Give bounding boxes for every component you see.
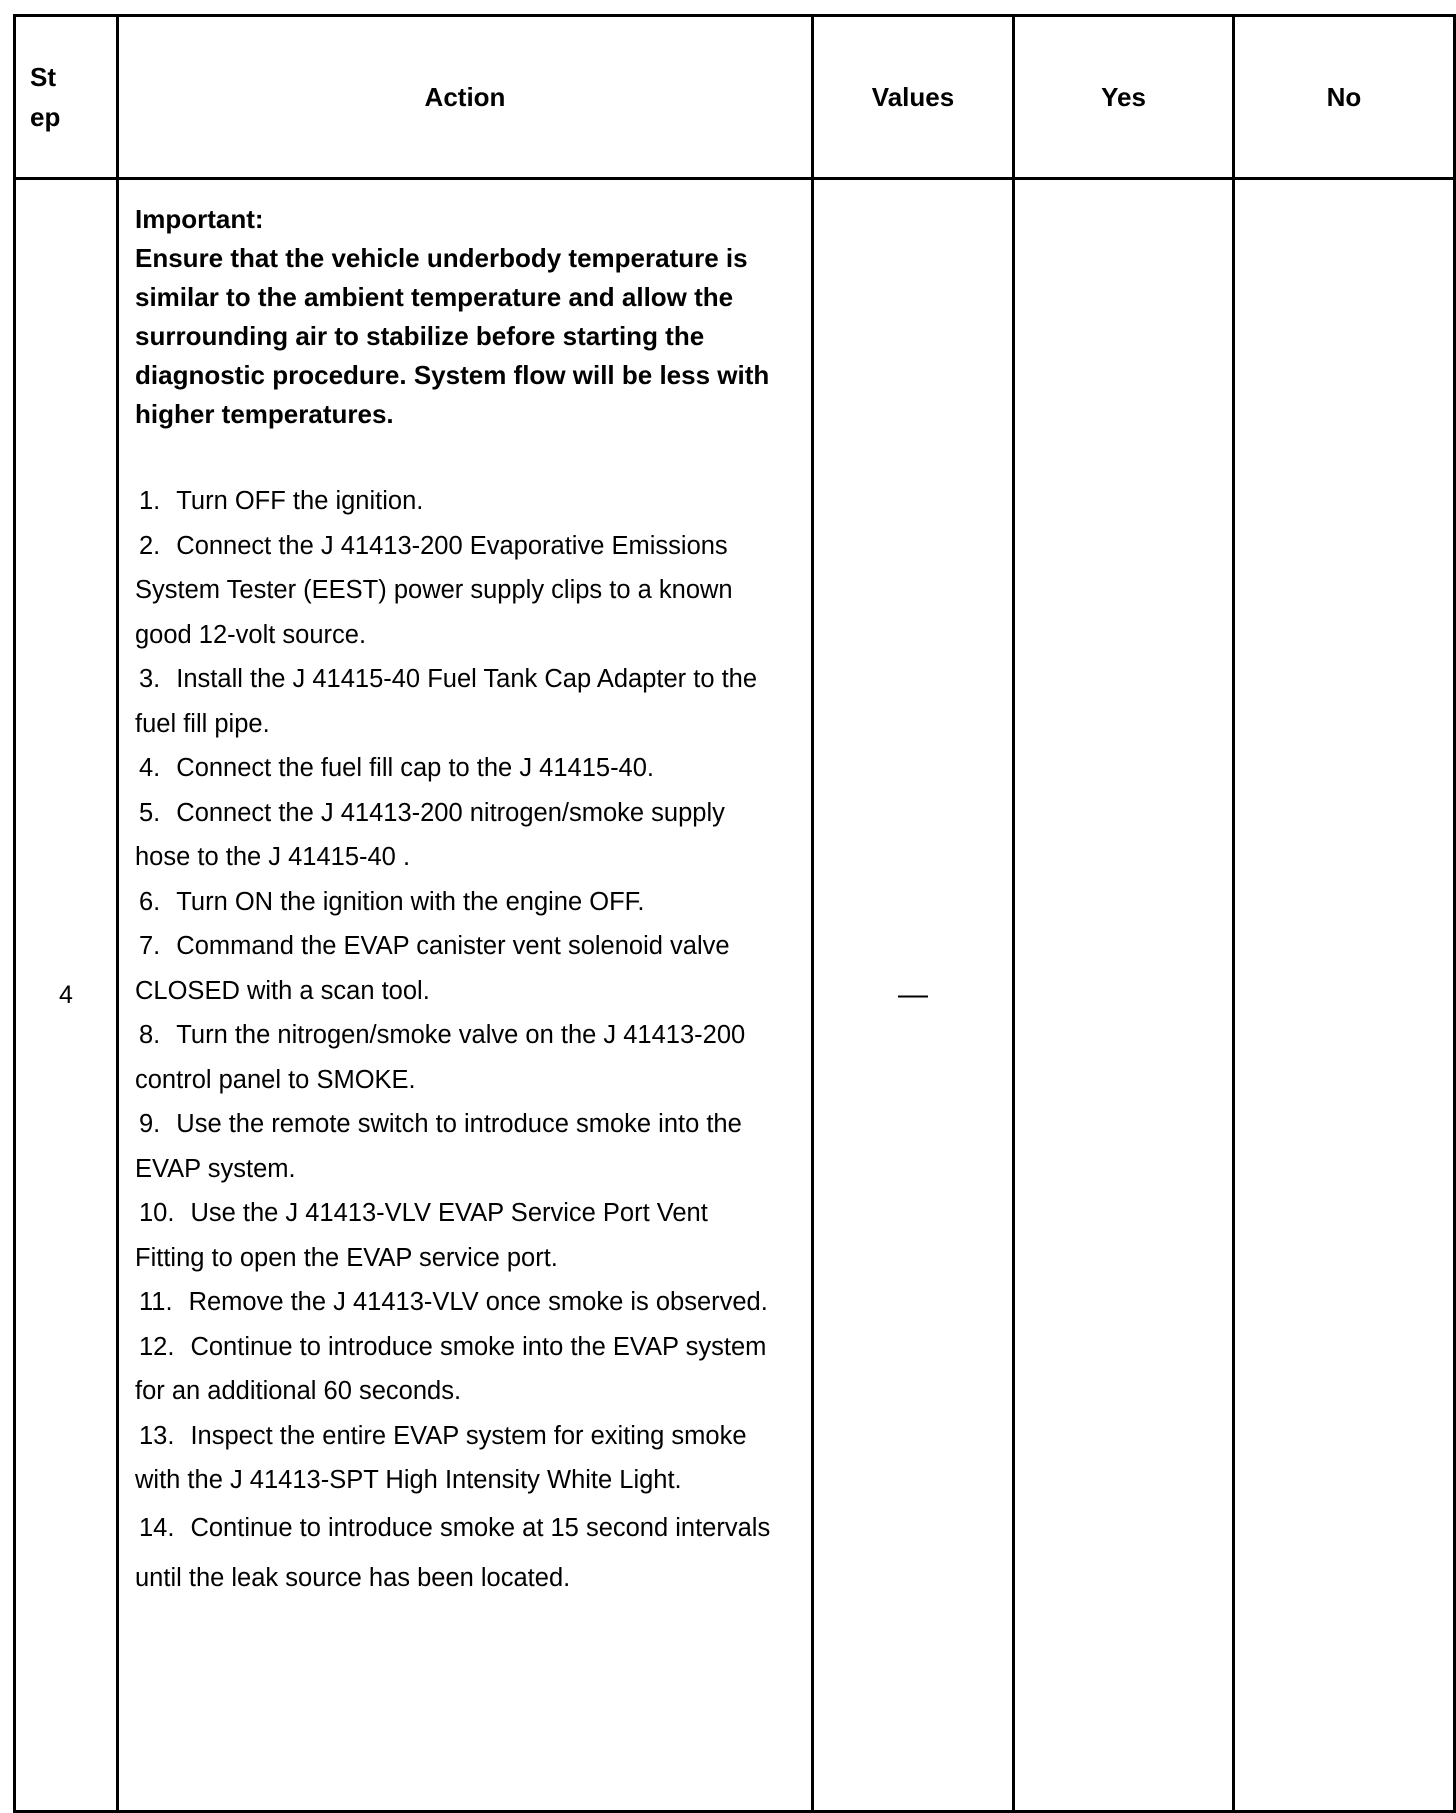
action-cell <box>118 179 813 1812</box>
procedure-table <box>13 14 1456 1813</box>
values-column-header: Values <box>813 16 1014 179</box>
action-step-number: 2. <box>139 531 161 560</box>
action-step-text: Turn ON the ignition with the engine OFF. <box>176 887 645 916</box>
action-step <box>135 791 771 880</box>
step-header-line2: ep <box>30 102 61 132</box>
action-steps-list <box>135 479 771 1603</box>
no-column-header: No <box>1234 16 1455 179</box>
values-cell: — <box>813 179 1014 1812</box>
important-note: Ensure that the vehicle underbody temperature is similar to the ambient temperature and allow the surrounding air to stabilize before starting the diagnostic procedure. System flow will be less with higher temperatures. <box>135 243 770 429</box>
action-step-text: Use the remote switch to introduce smoke into the EVAP system. <box>135 1110 742 1183</box>
action-step-number: 13. <box>139 1421 175 1450</box>
action-step-text: Command the EVAP canister vent solenoid valve CLOSED with a scan tool. <box>135 932 730 1005</box>
step-header-line1: St <box>30 62 56 92</box>
action-step-text: Use the J 41413-VLV EVAP Service Port Vent Fitting to open the EVAP service port. <box>135 1199 708 1272</box>
action-step-text: Connect the J 41413-200 Evaporative Emissions System Tester (EEST) power supply clips to a known good 12-volt source. <box>135 531 733 649</box>
action-step-number: 4. <box>139 754 161 782</box>
action-step <box>135 1013 771 1102</box>
action-step <box>135 1325 771 1414</box>
action-step-text: Remove the J 41413-VLV once smoke is observed. <box>188 1288 768 1316</box>
action-step-number: 1. <box>139 487 161 515</box>
no-cell <box>1234 179 1455 1812</box>
action-step-number: 6. <box>139 887 161 916</box>
action-step <box>135 524 771 658</box>
action-step-text: Turn OFF the ignition. <box>176 487 424 515</box>
action-step <box>135 924 771 1013</box>
action-step-text: Connect the J 41413-200 nitrogen/smoke supply hose to the J 41415-40 . <box>135 798 725 871</box>
action-step-number: 5. <box>139 798 161 827</box>
action-step <box>135 479 771 524</box>
action-step <box>135 657 771 746</box>
action-step-text: Inspect the entire EVAP system for exiting smoke with the J 41413-SPT High Intensity White Light. <box>135 1421 747 1494</box>
action-step-number: 10. <box>139 1199 175 1227</box>
action-step-number: 3. <box>139 665 161 693</box>
action-step <box>135 1280 771 1325</box>
action-step-number: 9. <box>139 1110 161 1138</box>
action-step-number: 14. <box>139 1513 175 1542</box>
table-row <box>15 179 1455 1812</box>
action-step <box>135 1191 771 1280</box>
action-step-text: Continue to introduce smoke at 15 second intervals until the leak source has been located. <box>135 1513 771 1592</box>
step-column-header <box>15 16 118 179</box>
action-step-text: Connect the fuel fill cap to the J 41415-40. <box>176 754 655 782</box>
header-row <box>15 16 1455 179</box>
action-step-text: Continue to introduce smoke into the EVAP system for an additional 60 seconds. <box>135 1332 767 1405</box>
action-step <box>135 880 771 925</box>
action-step <box>135 1503 771 1603</box>
yes-column-header: Yes <box>1014 16 1234 179</box>
action-step <box>135 746 771 791</box>
action-column-header: Action <box>118 16 813 179</box>
action-step-number: 11. <box>139 1288 173 1316</box>
action-step-text: Turn the nitrogen/smoke valve on the J 41413-200 control panel to SMOKE. <box>135 1021 746 1094</box>
important-label: Important: <box>135 204 264 234</box>
step-number: 4 <box>15 179 118 1812</box>
action-step <box>135 1102 771 1191</box>
action-step-number: 12. <box>139 1332 175 1361</box>
yes-cell <box>1014 179 1234 1812</box>
action-step-text: Install the J 41415-40 Fuel Tank Cap Adapter to the fuel fill pipe. <box>135 665 758 738</box>
action-step-number: 8. <box>139 1021 161 1049</box>
action-step <box>135 1414 771 1503</box>
action-step-number: 7. <box>139 932 161 960</box>
